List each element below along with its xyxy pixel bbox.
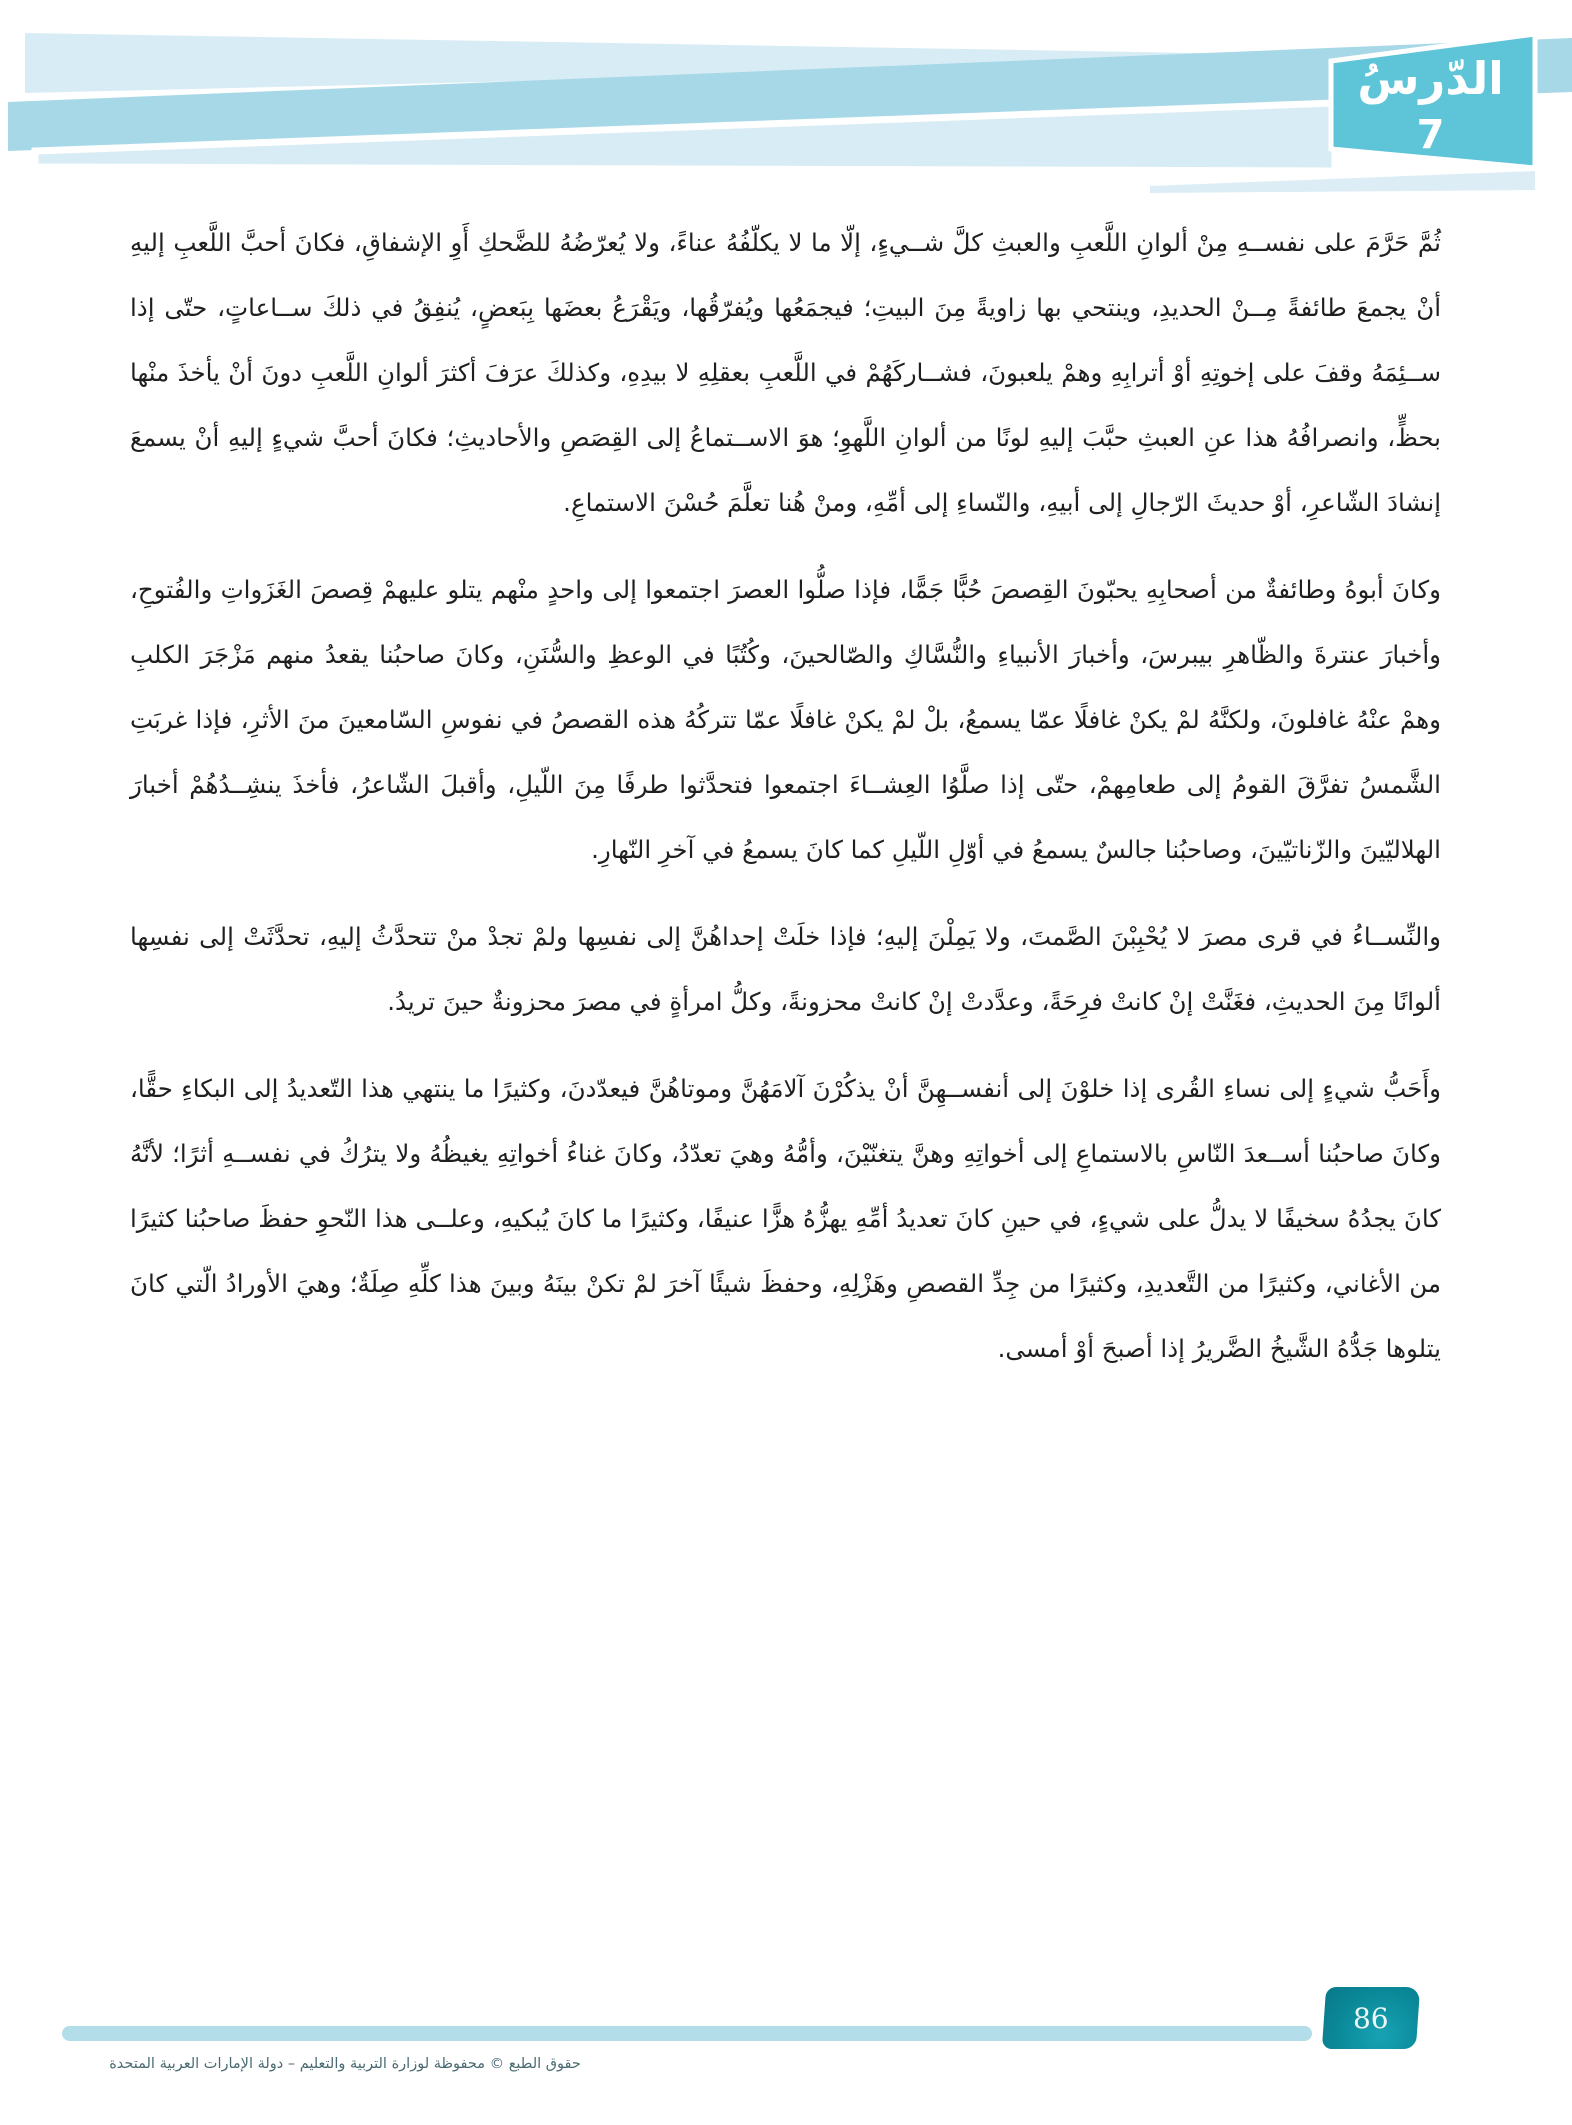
paragraph-4: وأَحَبُّ شيءٍ إلى نساءِ القُرى إذا خلوْنَ إلى أنفســهِنَّ أنْ يذكُرْنَ آلامَهُنَّ وموتاهُنَّ فيعدّدنَ، وكثيرًا ما ينتهي هذا التّعديدُ إلى البكاءِ حقًّا، وكانَ صاحبُنا أســعدَ النّاسِ بالاستماعِ إلى أخواتِهِ وهنَّ يتغنّيْنَ، وأمُّهُ وهيَ تعدّدُ، وكانَ غناءُ أخواتِهِ يغيظُهُ ولا يترُكُ في نفســهِ أثرًا؛ لأنَّهُ كانَ يجدُهُ سخيفًا لا يدلُّ على شيءٍ، في حينِ كانَ تعديدُ أمِّهِ يهزُّهُ هزًّا عنيفًا، وكثيرًا ما كانَ يُبكيهِ، وعلــى هذا النّحوِ حفظَ صاحبُنا كثيرًا من الأغاني، وكثيرًا من التَّعديدِ، وكثيرًا من جِدِّ القصصِ وهَزْلِهِ، وحفظَ شيئًا آخرَ لمْ تكنْ بينَهُ وبينَ هذا كلِّهِ صِلَةٌ؛ وهيَ الأورادُ الّتي كانَ يتلوها جَدُّهُ الشَّيخُ الضَّريرُ إذا أصبحَ أوْ أمسى.: [130, 1074, 1441, 1363]
lesson-title: الدّرسُ: [1357, 52, 1504, 105]
copyright-text: حقوق الطبع © محفوظة لوزارة التربية والتعليم – دولة الإمارات العربية المتحدة: [109, 2056, 581, 2072]
paragraph-2: وكانَ أبوهُ وطائفةٌ من أصحابِهِ يحبّونَ القِصصَ حُبًّا جَمًّا، فإذا صلُّوا العصرَ اجتمعوا إلى واحدٍ منْهم يتلو عليهمْ قِصصَ الغَزَواتِ والفُتوحِ، وأخبارَ عنترةَ والظّاهرِ بيبرسَ، وأخبارَ الأنبياءِ والنُّسَّاكِ والصّالحينَ، وكُتُبًا في الوعظِ والسُّنَنِ، وكانَ صاحبُنا يقعدُ منهم مَزْجَرَ الكلبِ وهمْ عنْهُ غافلونَ، ولكنَّهُ لمْ يكنْ غافلًا عمّا يسمعُ، بلْ لمْ يكنْ غافلًا عمّا تتركُهُ هذه القصصُ في نفوسِ السّامعينَ منَ الأثرِ، فإذا غربَتِ الشَّمسُ تفرَّقَ القومُ إلى طعامِهمْ، حتّى إذا صلَّوُا العِشــاءَ اجتمعوا فتحدَّثوا طرفًا مِنَ اللّيلِ، وأقبلَ الشّاعرُ، فأخذَ ينشِــدُهُمْ أخبارَ الهلاليّينَ والزّناتيّينَ، وصاحبُنا جالسٌ يسمعُ في أوّلِ اللّيلِ كما كانَ يسمعُ في آخرِ النّهارِ.: [130, 575, 1441, 864]
banner-ribbons-graphic: [0, 0, 1572, 210]
lesson-banner: [0, 0, 1572, 210]
reading-text: [130, 210, 1441, 1403]
paragraph-3: والنِّســاءُ في قرى مصرَ لا يُحْبِبْنَ الصَّمتَ، ولا يَمِلْنَ إليهِ؛ فإذا خلَتْ إحداهُنَّ إلى نفسِها ولمْ تجدْ منْ تتحدَّثُ إليهِ، تحدَّثَتْ إلى نفسِها ألوانًا مِنَ الحديثِ، فغَنَّتْ إنْ كانتْ فرِحَةً، وعدَّدتْ إنْ كانتْ محزونةً، وكلُّ امرأةٍ في مصرَ محزونةٌ حينَ تريدُ.: [130, 922, 1441, 1016]
footer-rule: [62, 2026, 1312, 2041]
page-number-badge: [1322, 1987, 1420, 2049]
banner-band-light-under-badge: [1150, 171, 1535, 193]
lesson-number: 7: [1416, 112, 1445, 158]
paragraph-1: ثُمَّ حَرَّمَ على نفســهِ مِنْ ألوانِ اللَّعبِ والعبثِ كلَّ شــيءٍ، إلّا ما لا يكلّفُهُ عناءً، ولا يُعرّضُهُ للضَّحكِ أَوِ الإشفاقِ، فكانَ أحبَّ اللَّعبِ إليهِ أنْ يجمعَ طائفةً مِــنْ الحديدِ، وينتحي بها زاويةً مِنَ البيتِ؛ فيجمَعُها ويُفرّقُها، ويَقْرَعُ بعضَها بِبَعضٍ، يُنفِقُ في ذلكَ ســاعاتٍ، حتّى إذا ســئِمَهُ وقفَ على إخوتِهِ أوْ أترابِهِ وهمْ يلعبونَ، فشــاركَهُمْ في اللَّعبِ بعقلِهِ لا بيدِهِ، وكذلكَ عرَفَ أكثرَ ألوانِ اللَّعبِ دونَ أنْ يأخذَ منْها بحظٍّ، وانصرافُهُ هذا عنِ العبثِ حبَّبَ إليهِ لونًا من ألوانِ اللَّهوِ؛ هوَ الاســتماعُ إلى القِصَصِ والأحاديثِ؛ فكانَ أحبَّ شيءٍ إليهِ أنْ يسمعَ إنشادَ الشّاعرِ، أوْ حديثَ الرّجالِ إلى أبيهِ، والنّساءِ إلى أمِّهِ، ومنْ هُنا تعلَّمَ حُسْنَ الاستماعِ.: [130, 228, 1441, 517]
page-number: 86: [1353, 2001, 1389, 2035]
